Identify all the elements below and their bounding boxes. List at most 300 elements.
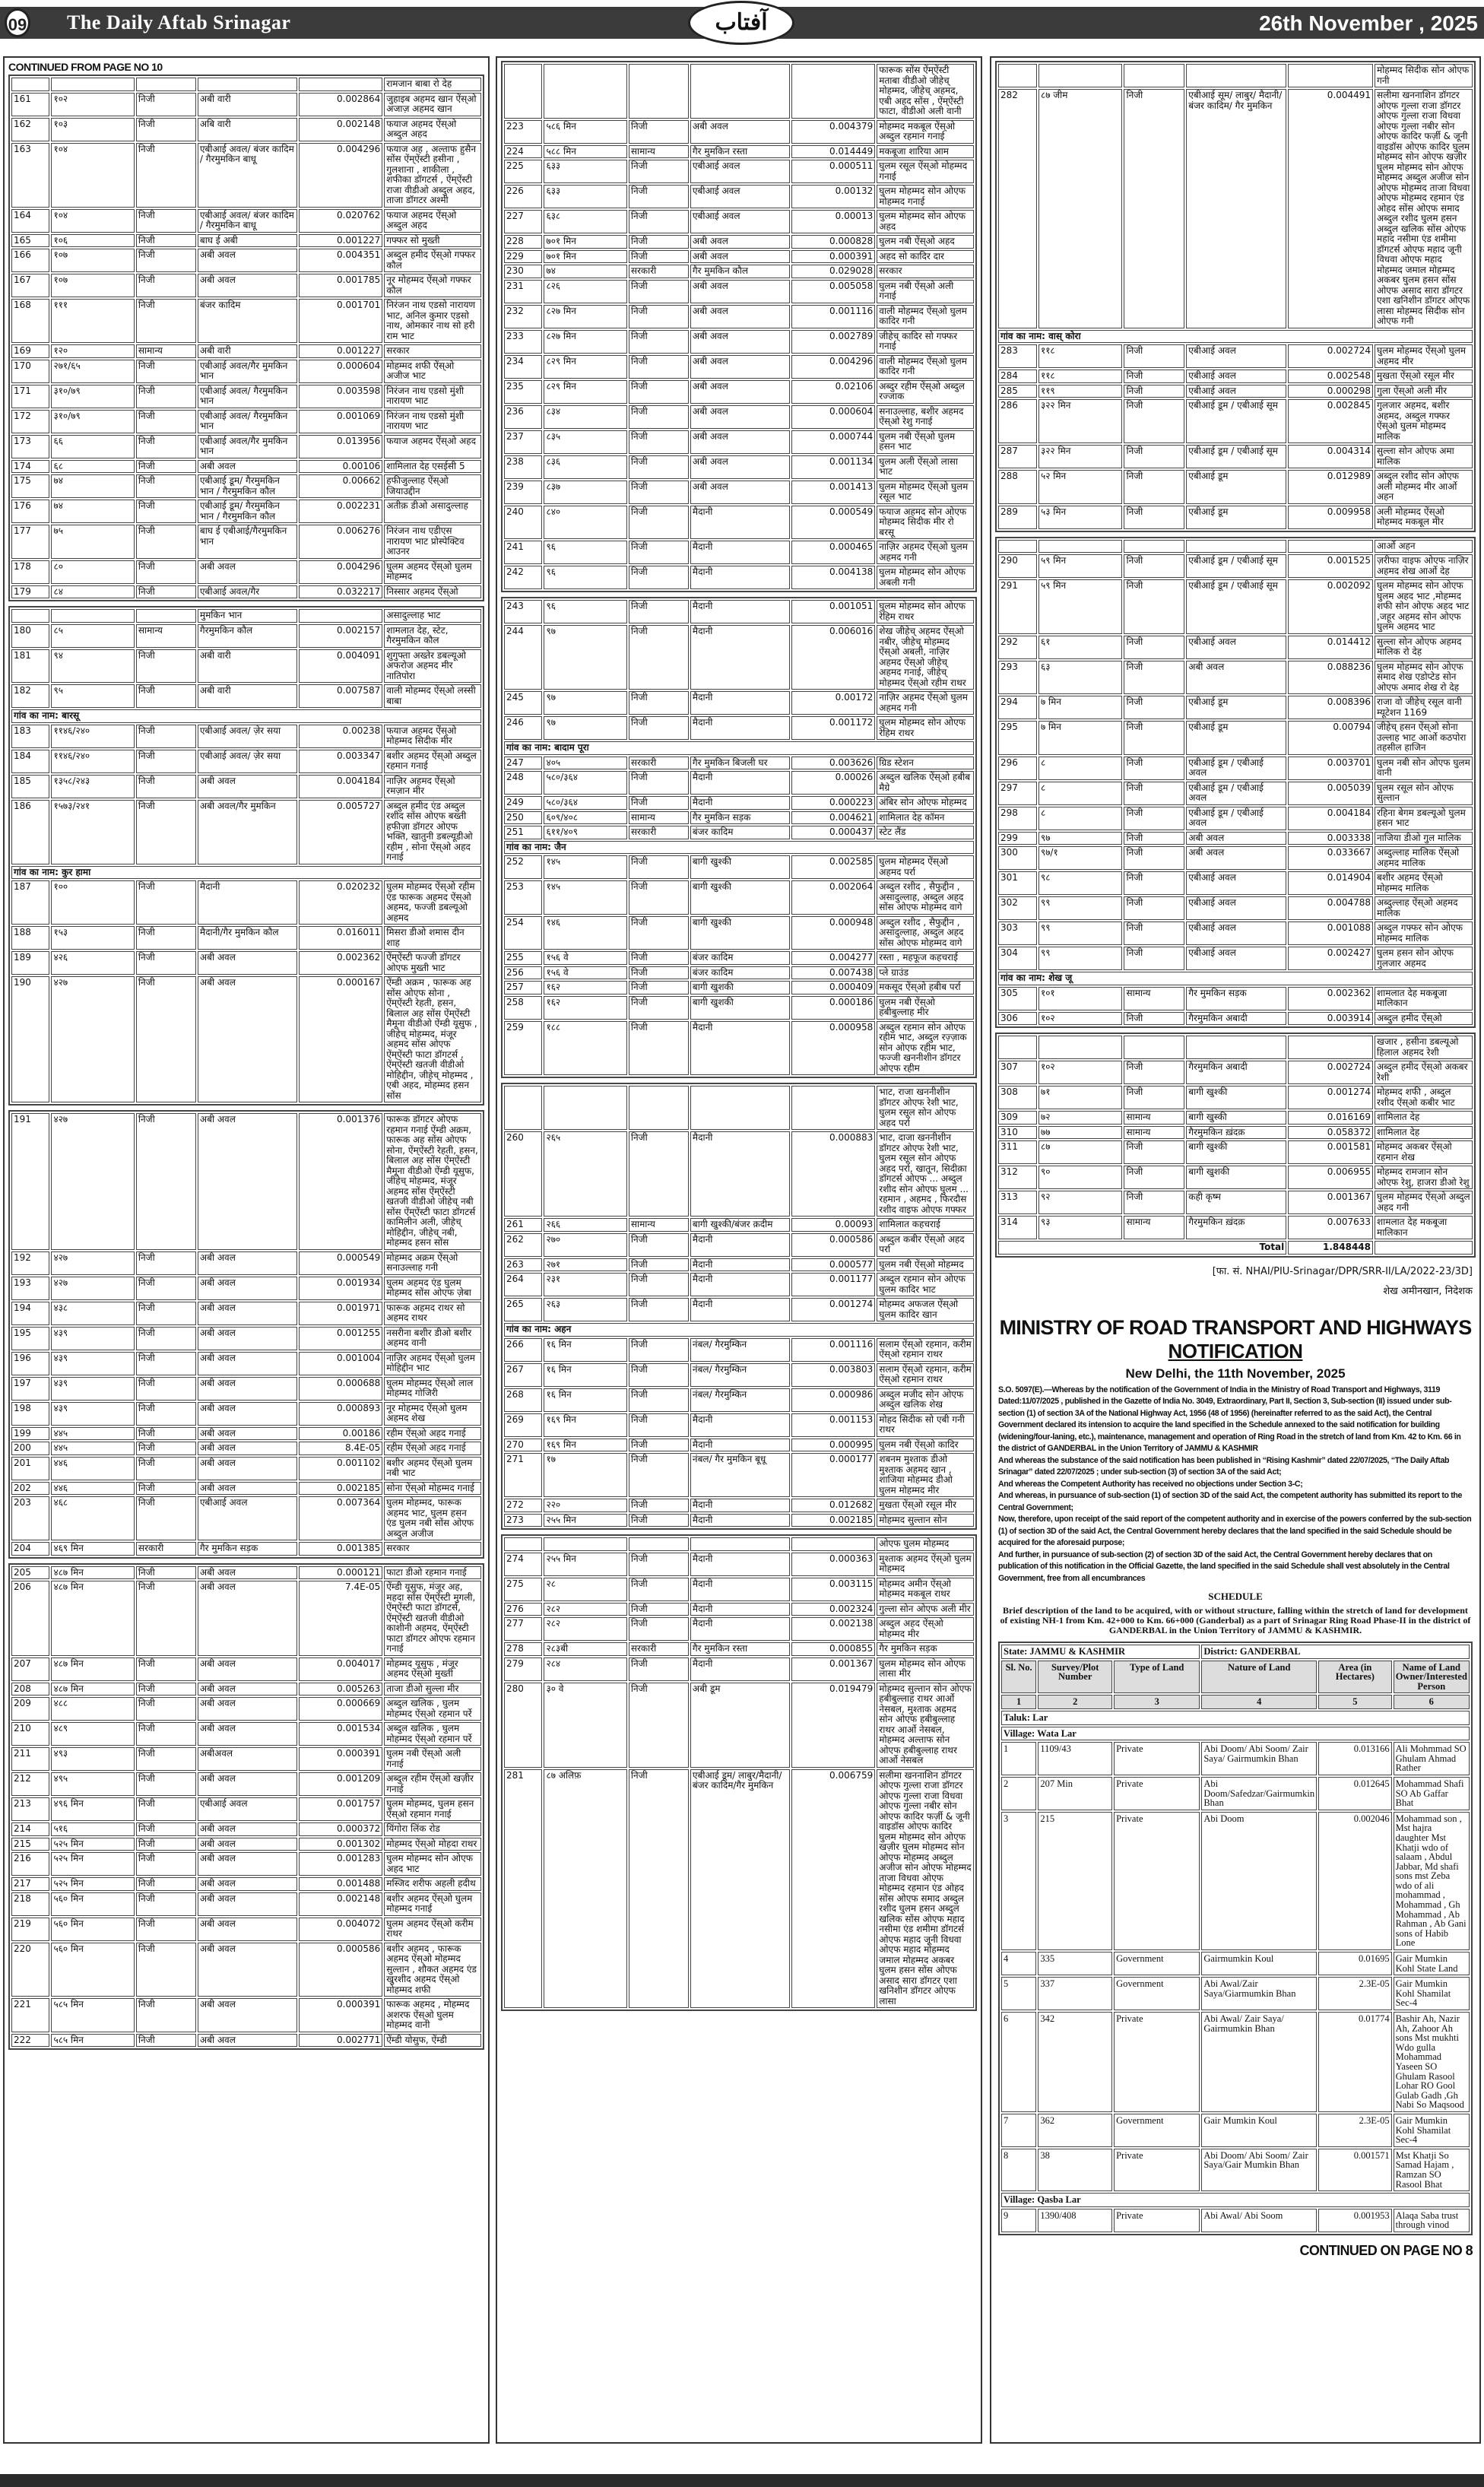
sl-no: 277	[504, 1617, 542, 1641]
land-type: सामान्य	[1124, 1216, 1184, 1239]
survey-number: ८२९ मिन	[544, 380, 626, 404]
table-row	[504, 541, 974, 564]
sl-no: 245	[504, 691, 542, 715]
sl-no: 283	[998, 344, 1037, 368]
owner-name: नाज़िर अहमद ऐंस्ओ घुलम मोहिद्दीन भाट	[384, 1352, 481, 1375]
table-row	[11, 1352, 481, 1375]
area: 0.014904	[1288, 871, 1373, 895]
area: 0.000409	[791, 981, 876, 994]
survey-number: ८३५	[544, 430, 626, 454]
owner-name: घुलम नबी ऐंस्ओ कादिर	[877, 1439, 974, 1452]
survey-number: ३२२ मिन	[1038, 399, 1123, 443]
sl-no: 304	[998, 947, 1037, 970]
continued-from-label: CONTINUED FROM PAGE NO 10	[8, 61, 163, 73]
land-type: निजी	[629, 455, 689, 479]
schedule-owner-name: Mst Khatji So Samad Hajam , Ramzan SO Rasool Bhat	[1394, 2149, 1470, 2191]
sl-no: 296	[998, 757, 1037, 780]
schedule-owner-name: Bashir Ah, Nazir Ah, Zahoor Ah sons Mst mukhti Wdo gulla Mohammad Yaseen SO Ghulam Rasool Lohar RO Gool Gulab Gadh ,Gh Nabi So Maqsood	[1394, 2012, 1470, 2112]
survey-number: २८३बी	[544, 1642, 626, 1656]
land-nature: अबी अवल	[198, 1377, 297, 1401]
sl-no: 254	[504, 916, 542, 950]
owner-name: ज़रीफा वाइफ ओएफ नाज़िर अहमद शेख आर्ओ देह	[1375, 554, 1473, 578]
land-type: निजी	[136, 1838, 196, 1851]
land-nature: अबी अवल	[198, 1683, 297, 1696]
owner-name: निरंजन नाथ एडीएस नारायण भाट प्रोस्पेक्टिव आउनर	[384, 525, 481, 559]
land-nature: एबीआई अवल	[1186, 871, 1286, 895]
land-nature: अबी अवल	[690, 305, 790, 328]
land-type: निजी	[136, 474, 196, 498]
table-row	[998, 540, 1473, 554]
land-nature	[690, 1086, 790, 1130]
survey-number: ५२५ मिन	[51, 1852, 134, 1876]
table-row	[504, 1413, 974, 1437]
owner-name: घुलम मोहम्मद सोन ओएफ समाद शेख एडोप्टेड सोन ओएफ अमाद शेख रो देह	[1375, 661, 1473, 695]
land-table	[995, 537, 1476, 1029]
area: 0.058372	[1288, 1126, 1373, 1140]
area: 0.001274	[1288, 1086, 1373, 1109]
owner-name: शामलात देह मकबूजा मालिकान	[1375, 987, 1473, 1010]
area: 0.006759	[791, 1769, 876, 2009]
owner-name: घुलम मोहम्मद सोन ओएफ रेहिम राथर	[877, 716, 974, 740]
area: 0.001525	[1288, 554, 1373, 578]
area: 0.000177	[791, 1453, 876, 1497]
land-type: निजी	[1124, 757, 1184, 780]
area: 0.003347	[299, 750, 383, 773]
table-row	[504, 1233, 974, 1257]
owner-name: अब्दुल अहद ऐंस्ओ मोहम्मद मीर	[877, 1617, 974, 1641]
table-row	[11, 1457, 481, 1480]
land-nature: बाघ ई एबीआई/गैरमुमकिन भान	[198, 525, 297, 559]
land-nature: एबीआई अवल	[1186, 370, 1286, 383]
area: 0.002864	[299, 93, 383, 116]
owner-name: घुलम मोहम्मद सोन ओएफ अबली गनी	[877, 566, 974, 589]
survey-number: ७४	[51, 474, 134, 498]
issue-date: 26th November , 2025	[1259, 11, 1478, 35]
land-type: निजी	[629, 716, 689, 740]
survey-number: ४९६ मिन	[51, 1797, 134, 1821]
village-name: गांव का नाम: अहन	[504, 1323, 974, 1337]
sl-no: 181	[11, 649, 49, 684]
area: 0.007438	[791, 966, 876, 980]
total-row	[998, 1241, 1473, 1255]
land-nature: गैर मुमकिन कौल	[690, 265, 790, 278]
table-row	[504, 64, 974, 119]
owner-name: नूर मोहम्मद ऐंस्ओ घुलम अहमद शेख	[384, 1402, 481, 1426]
land-nature: एबीआई डूम / एबीआई सूम	[1186, 554, 1286, 578]
area: 0.002324	[791, 1603, 876, 1616]
schedule-area: 2.3E-05	[1318, 1977, 1391, 2010]
table-row	[11, 609, 481, 623]
schedule-land-nature: Gairmumkin Koul	[1201, 1952, 1317, 1975]
survey-number: ५६० मिन	[51, 1892, 134, 1916]
sl-no: 197	[11, 1377, 49, 1401]
survey-number: ५८६ मिन	[544, 120, 626, 144]
survey-number: ८२७ मिन	[544, 305, 626, 328]
sl-no: 190	[11, 976, 49, 1102]
land-nature: एबीआई अवल/गैर	[198, 585, 297, 599]
land-type: निजी	[136, 800, 196, 864]
survey-number: ७५	[51, 525, 134, 559]
sl-no: 206	[11, 1581, 49, 1656]
area: 0.001302	[299, 1838, 383, 1851]
schedule-column-header: Sl. No.	[1001, 1661, 1036, 1694]
sl-no: 311	[998, 1140, 1037, 1164]
land-type: निजी	[629, 430, 689, 454]
survey-number: ९६	[544, 566, 626, 589]
table-row	[504, 1338, 974, 1362]
table-row	[504, 966, 974, 980]
schedule-survey-number: 337	[1038, 1977, 1112, 2010]
owner-name: मोहम्मद शफी , अब्दुल रशीद ऐंस्ओ कबीर भाट	[1375, 1086, 1473, 1109]
table-row	[11, 560, 481, 584]
owner-name: गुलजार अहमद, बशीर अहमद, अब्दुल गफ्फर ऐंस्ओ घुलम मोहम्मद मालिक	[1375, 399, 1473, 443]
land-type: निजी	[136, 1943, 196, 1997]
survey-number: ११८	[1038, 344, 1123, 368]
land-type: निजी	[136, 385, 196, 408]
sl-no: 264	[504, 1273, 542, 1296]
area: 0.002157	[299, 624, 383, 648]
survey-number: १२०	[51, 344, 134, 358]
land-nature: नंबल/ गैरमुम्किन	[690, 1338, 790, 1362]
area: 0.000465	[791, 541, 876, 564]
land-type: निजी	[1124, 579, 1184, 634]
table-row	[504, 280, 974, 303]
owner-name: अब्दुल खलिक , घुलम मोहम्मद ऐंस्ओ रहमान पर्रे	[384, 1697, 481, 1721]
table-row	[504, 1218, 974, 1232]
land-table	[995, 61, 1476, 532]
area: 0.000577	[791, 1258, 876, 1272]
sl-no	[504, 64, 542, 119]
survey-number: ४३९	[51, 1402, 134, 1426]
survey-number: ८	[1038, 807, 1123, 830]
area	[1288, 64, 1373, 87]
area: 0.009958	[1288, 506, 1373, 529]
sl-no: 230	[504, 265, 542, 278]
land-nature: एबीआई डूम/ गैरमुमकिन भान / गैरमुमकिन कौल	[198, 500, 297, 523]
survey-number: २५५ मिन	[544, 1553, 626, 1576]
table-row	[11, 1402, 481, 1426]
area: 0.00238	[299, 725, 383, 748]
owner-name: मोहम्मद मकबूल ऐंस्ओ अब्दुल रहमान गनाई	[877, 120, 974, 144]
table-row	[11, 1496, 481, 1540]
sl-no: 178	[11, 560, 49, 584]
table-row	[998, 344, 1473, 368]
owner-name: घुलम मोहम्मद सोन ओएफ अहद भाट	[384, 1852, 481, 1876]
survey-number: ५६० मिन	[51, 1918, 134, 1941]
owner-name: अतीक़ डीओ असादुल्लाह	[384, 500, 481, 523]
land-nature: मैदानी	[690, 796, 790, 810]
survey-number: १६ मिन	[544, 1363, 626, 1387]
land-nature: अबी अवल	[690, 455, 790, 479]
sl-no: 172	[11, 410, 49, 433]
area: 0.032217	[299, 585, 383, 599]
land-type: निजी	[136, 1277, 196, 1300]
owner-name: घुलम मोहम्मद सोन ओएफ रेहिम राथर	[877, 600, 974, 623]
survey-number: ५९ मिन	[1038, 579, 1123, 634]
ministry-heading: MINISTRY OF ROAD TRANSPORT AND HIGHWAYS	[999, 1315, 1472, 1339]
survey-number: ८३६	[544, 455, 626, 479]
sl-no: 257	[504, 981, 542, 994]
land-nature: एबीआई अवल	[1186, 922, 1286, 945]
land-type: निजी	[136, 1302, 196, 1325]
land-type: निजी	[136, 143, 196, 208]
owner-name: ऐंम्डी अक्रम , फारूक अह सोंस ओएफ सोना , ऐंम्ऐंस्टी रेहती, हसन, बिलाल अह सोंस ऐंम्ऐंस्टी मैमूना वीडीओ ऐंम्डी यूसुफ , जीहेच् मोहम्मद, मंजूर अहमद सोंस ओएफ ऐंम्ऐंस्टी फाटा डॉगटर्स , ऐंम्ऐंस्टी खतजी वीडीओ मोहिद्दीन, जीहेच् मोहम्मद , एबी अहद, मोहम्मद हसन सोंस	[384, 976, 481, 1102]
table-row	[998, 1111, 1473, 1125]
land-nature: मैदानी	[690, 1413, 790, 1437]
table-row	[998, 661, 1473, 695]
area: 0.000948	[791, 916, 876, 950]
owner-name: अब्दुल गफ्फर सोन ओएफ मोहम्मद मालिक	[1375, 922, 1473, 945]
land-nature: एबीआई अवल	[1186, 896, 1286, 920]
land-nature: नंबल/ गैरमुम्किन	[690, 1363, 790, 1387]
sl-no: 213	[11, 1797, 49, 1821]
area: 0.004351	[299, 249, 383, 272]
owner-name: अब्दुर रहीम ऐंस्ओ अब्दुल रज्जाक	[877, 380, 974, 404]
owner-name: शबनम मुश्ताक डीओ मुश्ताक अहमद खान , शाजिया मोहम्मद डीओ घुलम मोहम्मद मीर	[877, 1453, 974, 1497]
sl-no: 182	[11, 684, 49, 708]
sl-no: 236	[504, 405, 542, 429]
owner-name: मोहम्मद अमीन ऐंस्ओ मोहम्मद मकबूल राथर	[877, 1578, 974, 1601]
village-header-row	[11, 866, 481, 880]
area: 0.001701	[299, 299, 383, 343]
land-type: निजी	[629, 916, 689, 950]
land-nature: अबी अवल/गैर मुमकिन	[198, 800, 297, 864]
sl-no: 219	[11, 1918, 49, 1941]
land-nature: अबी अवल	[1186, 846, 1286, 870]
land-type: निजी	[629, 280, 689, 303]
sl-no: 295	[998, 721, 1037, 755]
area: 0.000855	[791, 1642, 876, 1656]
owner-name: हफीजुल्लाह ऐंस्ओ जियाउद्दीन	[384, 474, 481, 498]
area: 0.00026	[791, 771, 876, 795]
newspaper-name: The Daily Aftab Srinagar	[67, 11, 291, 33]
schedule-column-number: 4	[1201, 1695, 1317, 1709]
schedule-row	[1001, 1977, 1470, 2010]
owner-name: घुलम नबी ऐंस्ओ घुलम हसन भाट	[877, 430, 974, 454]
area: 0.002231	[299, 500, 383, 523]
survey-number: २७१	[544, 1258, 626, 1272]
survey-number: १३५८/२४३	[51, 775, 134, 798]
land-table	[8, 1110, 484, 1559]
table-row	[11, 750, 481, 773]
land-type: निजी	[136, 435, 196, 458]
sl-no: 303	[998, 922, 1037, 945]
owner-name: अब्दुल खलिक ऐंस्ओ हबीब मैग्रे	[877, 771, 974, 795]
table-row	[998, 636, 1473, 659]
sl-no: 174	[11, 460, 49, 474]
table-row	[11, 1852, 481, 1876]
schedule-column-number: 5	[1318, 1695, 1391, 1709]
sl-no: 205	[11, 1566, 49, 1580]
land-nature: अबी अवल	[198, 1442, 297, 1455]
survey-number: ४९३	[51, 1747, 134, 1771]
table-row	[504, 1086, 974, 1130]
survey-number: ४३९	[51, 1377, 134, 1401]
schedule-group-header: Village: Wata Lar	[1001, 1727, 1470, 1741]
area: 0.000586	[791, 1233, 876, 1257]
area: 0.000958	[791, 1021, 876, 1076]
area: 0.001376	[299, 1113, 383, 1250]
survey-number	[544, 1086, 626, 1130]
area: 0.002185	[299, 1482, 383, 1496]
land-nature: गैर मुमकिन सड़क	[1186, 987, 1286, 1010]
area: 0.000669	[299, 1697, 383, 1721]
land-nature: एबीआई अवल/ बंजर कादिम / गैरमुमकिन बाधू	[198, 209, 297, 233]
table-row	[504, 1642, 974, 1656]
area: 0.006955	[1288, 1166, 1373, 1189]
land-type: निजी	[629, 506, 689, 540]
survey-number: ५६० मिन	[51, 1943, 134, 1997]
schedule-row	[1001, 1777, 1470, 1810]
table-row	[504, 145, 974, 159]
land-nature: मैदानी	[690, 1499, 790, 1512]
sl-no: 280	[504, 1683, 542, 1768]
area: 0.000223	[791, 796, 876, 810]
land-nature: अबी अवल	[198, 1852, 297, 1876]
land-type: निजी	[136, 1442, 196, 1455]
owner-name: घुलम मोहम्मद सोन ओएफ मोहम्मद गनाई	[877, 185, 974, 208]
table-row	[11, 249, 481, 272]
area: 0.000604	[299, 360, 383, 383]
land-type: निजी	[136, 1683, 196, 1696]
owner-name: रहीम ऐंस्ओ अहद गनाई	[384, 1427, 481, 1441]
empty-cell	[1375, 1241, 1473, 1255]
schedule-survey-number: 207 Min	[1038, 1777, 1112, 1810]
area: 0.088236	[1288, 661, 1373, 695]
land-nature: एबीआई अवल	[198, 1797, 297, 1821]
land-nature: गैर मुमकिन रस्ता	[690, 1642, 790, 1656]
land-type: निजी	[1124, 807, 1184, 830]
owner-name: घुलम अहमद एंड घुलम मोहम्मद सोंस ओएफ ज़ेबा	[384, 1277, 481, 1300]
land-nature	[1186, 1036, 1286, 1059]
table-row	[998, 1140, 1473, 1164]
owner-name: सोना ऐंस्ओ मोहम्मद गनाई	[384, 1482, 481, 1496]
survey-number	[51, 78, 134, 91]
table-row	[11, 344, 481, 358]
land-nature: मैदानी	[690, 691, 790, 715]
table-row	[998, 757, 1473, 780]
land-nature: अबी अवल	[198, 1302, 297, 1325]
owner-name: बशीर अहमद ऐंस्ओ घुलम मोहम्मद गनाई	[384, 1892, 481, 1916]
land-nature: एबीआई अवल	[690, 160, 790, 183]
land-nature: अबी अवल	[1186, 661, 1286, 695]
sl-no: 274	[504, 1553, 542, 1576]
area: 0.001004	[299, 1352, 383, 1375]
schedule-column-header: Nature of Land	[1201, 1661, 1317, 1694]
sl-no: 203	[11, 1496, 49, 1540]
land-type: निजी	[136, 750, 196, 773]
area: 0.001255	[299, 1327, 383, 1350]
land-nature: एबीआई डूम / एबीआई सूम	[1186, 579, 1286, 634]
survey-number: ५८०/३६४	[544, 771, 626, 795]
sl-no: 183	[11, 725, 49, 748]
area: 0.001757	[299, 1797, 383, 1821]
owner-name: जीहेच् कादिर सो गफ्फर गनाई	[877, 330, 974, 354]
area: 0.000437	[791, 826, 876, 839]
sl-no: 232	[504, 305, 542, 328]
area: 0.019479	[791, 1683, 876, 1768]
table-row	[11, 1442, 481, 1455]
area: 0.004184	[299, 775, 383, 798]
area: 0.000363	[791, 1553, 876, 1576]
land-nature: अबी अवल	[198, 1943, 297, 1997]
table-row	[998, 370, 1473, 383]
land-nature	[690, 1537, 790, 1551]
land-nature	[690, 64, 790, 119]
land-type: निजी	[1124, 344, 1184, 368]
survey-number: ९७	[544, 625, 626, 690]
survey-number: ५८५ मिन	[51, 1998, 134, 2032]
land-type: निजी	[1124, 782, 1184, 805]
owner-name: घुलम मोहम्मद ऐंस्ओ अहमद पर्रा	[877, 855, 974, 879]
table-row	[11, 1772, 481, 1796]
land-type: निजी	[1124, 696, 1184, 719]
owner-name: घुलम रसूल ऐंस्ओ मोहम्मद गनाई	[877, 160, 974, 183]
area	[791, 1086, 876, 1130]
survey-number: ६११/४०९	[544, 826, 626, 839]
owner-name: मोहम्मद ऐंस्ओ मोहदा राथर	[384, 1838, 481, 1851]
area: 0.000167	[299, 976, 383, 1102]
owner-name: फारूक अहमद राथर सो अहमद राथर	[384, 1302, 481, 1325]
table-row	[998, 64, 1473, 87]
table-row	[11, 1998, 481, 2032]
land-nature: मैदानी	[690, 1578, 790, 1601]
owner-name: फयाज अहमद ऐंस्ओ अहद	[384, 435, 481, 458]
area: 0.004017	[299, 1657, 383, 1681]
land-type: सरकारी	[629, 1642, 689, 1656]
notification-dateline: New Delhi, the 11th November, 2025	[1125, 1366, 1346, 1381]
area: 0.000391	[299, 1747, 383, 1771]
area: 0.001172	[791, 716, 876, 740]
land-type: सामान्य	[1124, 1111, 1184, 1125]
area: 0.003598	[299, 385, 383, 408]
land-type: निजी	[136, 500, 196, 523]
land-type: निजी	[629, 566, 689, 589]
schedule-land-type: Private	[1114, 1812, 1200, 1950]
land-nature: अबी अवल	[198, 1877, 297, 1891]
survey-number: ९५	[51, 684, 134, 708]
area: 0.002724	[1288, 1061, 1373, 1084]
land-nature: बंजर कादिम	[690, 966, 790, 980]
land-type	[629, 1537, 689, 1551]
owner-name: निरंजन नाथ एडसो मुंशी नारायण भाट	[384, 410, 481, 433]
land-nature: बागी खुशकी	[690, 996, 790, 1020]
survey-number: ५२ मिन	[1038, 470, 1123, 504]
land-nature: अबी अवल	[198, 274, 297, 297]
schedule-land-type: Private	[1114, 2012, 1200, 2112]
area: 0.000986	[791, 1388, 876, 1412]
land-type: सामान्य	[136, 344, 196, 358]
owner-name: फयाज अहमद सोन ओएफ मोहम्मद सिदीक मीर रो बरसू	[877, 506, 974, 540]
survey-number: १८८	[544, 1021, 626, 1076]
sl-no: 162	[11, 118, 49, 141]
land-type: निजी	[136, 1402, 196, 1426]
table-row	[504, 265, 974, 278]
sl-no: 189	[11, 951, 49, 975]
owner-name: शामिलात कहचराई	[877, 1218, 974, 1232]
land-nature: बंजर कादिम	[690, 826, 790, 839]
table-row	[998, 1012, 1473, 1026]
land-nature: नंबल/ गैर मुमकिन बूधू	[690, 1453, 790, 1497]
owner-name: गैर मुमकिन सड़क	[877, 1642, 974, 1656]
land-nature: अबी अवल	[690, 235, 790, 249]
owner-name: वाली मोहम्मद ऐंस्ओ घुलम कादिर गनी	[877, 355, 974, 379]
table-row	[504, 1683, 974, 1768]
owner-name: जीहेच् हसन ऐंस्ओ सोना उल्लाह भाट आर्ओ कठपोरा तहसील हाजिन	[1375, 721, 1473, 755]
sl-no: 250	[504, 811, 542, 825]
land-type: निजी	[136, 880, 196, 925]
table-row	[11, 525, 481, 559]
